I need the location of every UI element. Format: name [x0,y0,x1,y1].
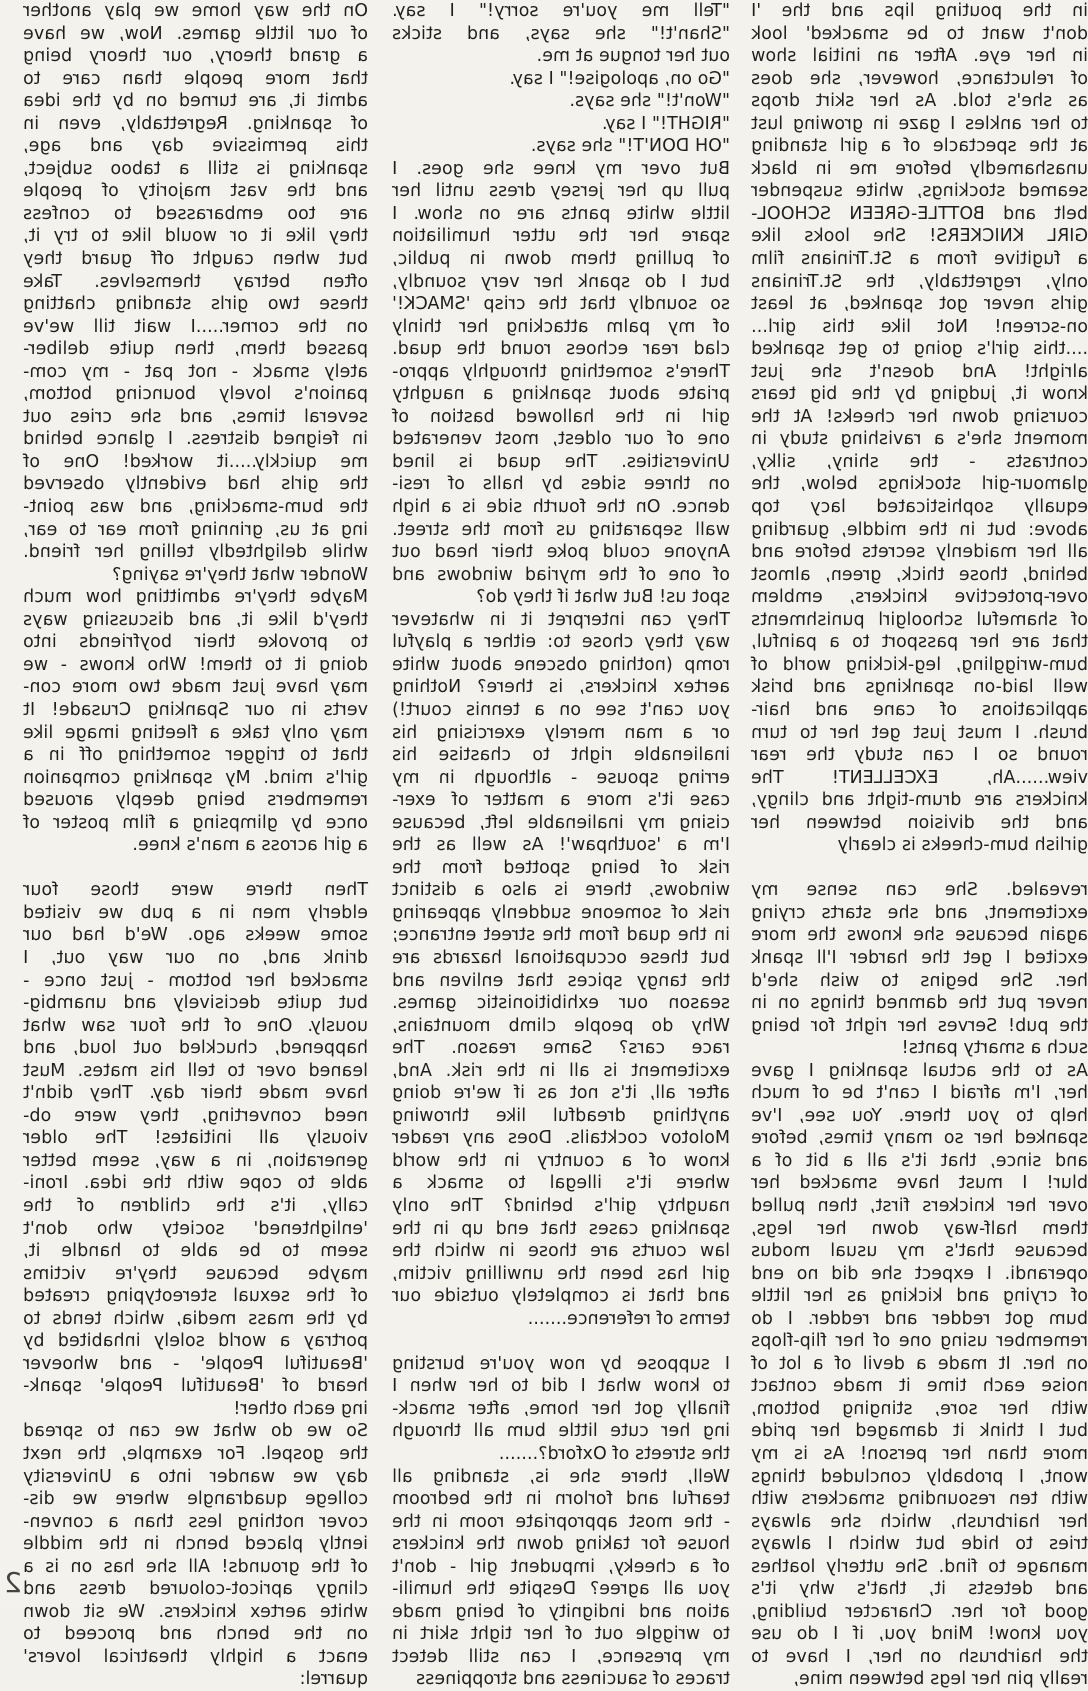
text-line: season our exhibitionistic games. [392,993,730,1014]
text-line: really pin her legs between mine, [793,1669,1088,1690]
text-line: me quickly.....it worked! One of [23,451,368,472]
text-line: all her maidenly secrets before and [751,542,1088,563]
text-line: of one of the myriad windows and [392,564,730,585]
text-line: once by glimpsing a film poster of [23,812,368,833]
text-line: may have just made two more con- [23,677,368,698]
text-line: often betray themselves. Take [23,271,368,292]
text-line: iently placed bench in the middle [23,1534,368,1555]
text-line: 'enlightened' society who don't [23,1218,368,1239]
text-line: they like it or would like to try it, [23,226,368,247]
page-number: 2 [4,1566,22,1599]
text-line: and the division between her [751,812,1088,833]
text-line: viously all initiates! The older [23,1128,368,1149]
text-line [392,1330,730,1353]
text-line: elderly men in a pub we visited [23,902,368,923]
text-line: Molotov cocktails. Does any reader [392,1128,730,1149]
text-line: so soundly that the crisp 'SMACK!' [392,294,730,315]
text-line: in her eye. After an initial show [751,46,1088,67]
text-line: 'Beautiful People' - and whoever [23,1353,368,1374]
text-line: On the way home we play another [23,1,368,21]
text-line: to provoke their boyfriends into [23,632,368,653]
text-line: you all agree? Despite the humili- [392,1579,730,1600]
text-line: anything dreadful like throwing [392,1105,730,1126]
text-line: enact a highly theatrical lovers' [23,1646,368,1667]
text-line: of spanking. Regrettably, even in [23,113,368,134]
text-line: admit it, are turned on by the idea [23,91,368,112]
text-line: case it's more a matter of exer- [392,790,730,811]
text-line: the bum-smacking, and was point- [23,497,368,518]
text-line: in the pouting lips and the 'I [751,1,1088,21]
text-line: because that's my usual modus [751,1241,1088,1262]
text-line: to her ankles I gaze in growing lust [751,113,1088,134]
text-line: noise each time it made contact [751,1376,1088,1397]
text-line: my presence, I can still detect [392,1646,730,1667]
text-line: tearful and forlorn in the bedroom [392,1489,730,1510]
text-line: doing it to them! Who knows - we [23,654,368,675]
text-line: seem to be able to handle it, [23,1241,368,1262]
text-line: wont, I probably concluded things [751,1466,1088,1487]
text-line: house for taking down the knickers [392,1534,730,1555]
text-line: law courts are those in which the [392,1241,730,1262]
text-line: "Won't!" she says. [569,91,730,112]
column-second [392,0,730,1691]
text-line: help to you there. You see, I've [751,1105,1088,1126]
text-line: naughty girl's behind? The only [392,1195,730,1216]
text-line: but I do spank her very soundly, [392,271,730,292]
text-line: in the quad from the street entrance; [392,925,730,946]
text-line: know it, judging by the big tears [751,384,1088,405]
text-line: maybe because they're victims [23,1263,368,1284]
text-line: clad rear echoes round the quad. [392,339,730,360]
text-line: So we do what we can to spread [23,1421,368,1442]
text-line: but when caught off guard they [23,249,368,270]
text-line: bum-wriggling, leg-kicking world of [751,654,1088,675]
text-line: excitement, and she starts crying [751,902,1088,923]
text-line [23,857,368,880]
text-line: inalienable right to chastise his [392,745,730,766]
text-line: alright! And doesn't she just [751,361,1088,382]
text-line: "OH DON'T!" she says. [530,136,730,157]
text-line: verts in our Spanking Crusade! It [23,699,368,720]
text-line: a girl across a man's knee. [132,835,368,856]
text-line: spanking cases that end up in the [392,1218,730,1239]
text-line: remembers being deeply aroused [23,790,368,811]
text-line: by the mass media, which tends to [23,1308,368,1329]
text-line: I'm a 'southpaw'! As well as the [392,835,730,856]
text-line: of the grounds! All she has on is a [23,1556,368,1577]
text-line: only, regrettably, the St.Trinians [751,271,1088,292]
text-line: of a cheeky, impudent girl - don't [392,1556,730,1577]
text-line: on her. It made a devil of a lot of [751,1353,1088,1374]
text-line: they'd like it, and discussing ways [23,609,368,630]
text-line: glamour-girl stockings below, the [751,474,1088,495]
text-line: such a smarty pants! [901,1038,1088,1059]
text-line: girl in the hallowed bastion of [392,406,730,427]
text-line: with ten resounding smackers with [751,1489,1088,1510]
text-line: risk of someone suddenly appearing [392,902,730,923]
text-line: day we wander into a University [23,1466,368,1487]
text-line: ing each other! [233,1398,368,1419]
text-line: cally, it's the children of the [23,1195,368,1216]
text-line: over-protective knickers, emblem [751,587,1088,608]
text-line [751,857,1088,880]
text-line: cising my inalienable left, because [392,812,730,833]
text-line: unashamedly before me in black [751,158,1088,179]
text-line: while delightedly telling her friend. [23,542,368,563]
text-line: where it's illegal to smack a [392,1173,730,1194]
text-line: little white pants are on show. I [392,203,730,224]
text-line: girl's mind. My spanking companion [23,767,368,788]
text-line: risk of being spotted from the [392,857,730,878]
text-line: over her knickers first, then pulled [751,1195,1088,1216]
text-line: to wriggle out of her tight skirt in [392,1624,730,1645]
text-line: several times, and she cries out [23,406,368,427]
text-line: a fugitive from a St.Trinians film [751,249,1088,270]
text-line: never put the damned things on in [751,993,1088,1014]
text-line: "Go on, apologise!" I say. [509,68,730,89]
text-line: but these occupational hazards are [392,947,730,968]
text-line: but I think it damaged her pride [751,1421,1088,1442]
text-line: ing at us, grinning from ear to ear, [23,519,368,540]
text-line: heard of 'Beautiful People' spank- [23,1376,368,1397]
text-line: on-screen! Not like this girl... [751,316,1088,337]
text-line: know of a country in the world [392,1150,730,1171]
text-line: contrasts - the shiny, silky, [751,451,1088,472]
text-line: ....this girl's going to get spanked [751,339,1088,360]
text-line: leaned over to tell his mates. Must [23,1060,368,1081]
text-line: of crying and kicking as her little [751,1286,1088,1307]
text-line: with her sore, stinging bottom, [751,1398,1088,1419]
text-line: applications of cane and hair- [751,699,1088,720]
text-line: of my palm attacking her thinly [392,316,730,337]
text-line: and that is completely outside our [392,1286,730,1307]
text-line: Anyone could poke their head out [392,542,730,563]
text-line: way they chose to: either a playful [392,632,730,653]
text-line: that are her passport to a painful, [751,632,1088,653]
text-line: excitement is all in the risk. And, [392,1060,730,1081]
text-line: you can't see on a tennis court!) [392,699,730,720]
text-line: of the sexual stereotyping created [23,1286,368,1307]
text-line: able to cope with the idea. Ironi- [23,1173,368,1194]
text-line: Universities. The quad is lined [392,451,730,472]
text-line: don't want to be smacked' look [751,23,1088,44]
text-line: on three sides by halls of resi- [392,474,730,495]
text-line: round so I can study the rear [751,745,1088,766]
text-line: again because she knows the more [751,925,1088,946]
text-line: the streets of Oxford?....... [498,1444,730,1464]
text-line: terms of reference....... [527,1308,730,1329]
text-line: in feigned distress. I glance behind [23,429,368,450]
text-line: race cars? Same reason. The [392,1038,730,1059]
text-line: one of our oldest, most venerated [392,429,730,450]
text-line: belt and BOTTLE-GREEN SCHOOL- [751,203,1088,224]
text-line: that more people than care to [23,68,368,89]
text-line: the girls had evidently observed [23,474,368,495]
text-line: to know what I did to her when I [392,1376,730,1397]
text-line: and detests it, that's why it's [751,1579,1088,1600]
text-line: "RIGHT!" I say. [601,113,730,134]
text-line: a grand theory, our theory being [23,46,368,67]
text-line: tries to hide but which I always [751,1534,1088,1555]
text-line: and the vast majority of people [23,181,368,202]
text-line: generation, in a way, seem better [23,1150,368,1171]
text-line: Why do people climb mountains, [392,1015,730,1036]
text-line: need converting, they were ob- [23,1105,368,1126]
text-line: at the spectacle of a girl standing [751,136,1088,157]
text-line: of our little games. Now, we have [23,23,368,44]
text-line: brush. I must just get her to turn [751,722,1088,743]
text-line: passed them, then quite deliber- [23,339,368,360]
text-line: But over my knee she goes. I [392,158,730,179]
text-line: manage to find. She utterly loathes [751,1556,1088,1577]
text-line: girls never got spanked, at least [751,294,1088,315]
text-line: "Tell me you're sorry!" I say. [392,1,730,21]
text-line: aertex knickers, is there? Nothing [392,677,730,698]
text-line: these two girls standing chatting [23,294,368,315]
text-line: spanking is still a taboo subject, [23,158,368,179]
text-line: may only take a fleeting image like [23,722,368,743]
text-line: of reluctance, however, she does [751,68,1088,89]
text-line: seamed stockings, white suspender [751,181,1088,202]
text-line: pull up her jersey dress until her [392,181,730,202]
text-line: some weeks ago. We'd had our [23,925,368,946]
text-line: her. She begins to wish she'd [751,970,1088,991]
text-line: white aertex knickers. We sit down [23,1601,368,1622]
text-line: well laid-on spankings and brisk [751,677,1088,698]
column-third [23,0,368,1691]
text-line: windows, there is also a distinct [392,880,730,901]
text-line: They can interpret it in whatever [392,609,730,630]
text-line: girl has been the unwilling victim, [392,1263,730,1284]
text-line: portray a world solely inhabited by [23,1331,368,1352]
text-line: on the bench and proceed to [23,1624,368,1645]
text-line: smacked her bottom - just once - [23,970,368,991]
text-line: happened, chuckled out loud, and [23,1038,368,1059]
text-line: out her tongue at me. [536,46,730,67]
text-line: above: but in the middle, guarding [751,519,1088,540]
text-line: on the corner.....I wait till we've [23,316,368,337]
text-line: her hairbrush, which she always [751,1511,1088,1532]
text-line: Maybe they're admitting how much [23,587,368,608]
text-line: view......Ah, EXCELLENT! The [751,767,1088,788]
text-line: operandi. I expect she did no end [751,1263,1088,1284]
text-line: finally got her home, after smack- [392,1398,730,1419]
text-line: romp (nothing obscene about white [392,654,730,675]
text-line: wall separating us from the street. [392,519,730,540]
text-line: dence. On the fourth side is a high [392,497,730,518]
text-line: have made their day. They didn't [23,1083,368,1104]
text-line: erring spouse - although in my [392,767,730,788]
text-line: coursing down her cheeks! At the [751,406,1088,427]
text-line: ately smack - not pat - my com- [23,361,368,382]
text-line: clingy apricot-coloured dress and [23,1579,368,1600]
text-line: blur! I must have smacked her [751,1173,1088,1194]
text-line: are too embarassed to confess [23,203,368,224]
text-line: ing her cute little bum all through [392,1421,730,1442]
text-line: spare her the utter humiliation [392,226,730,247]
text-line: equally sophisticated lacy top [751,497,1088,518]
text-line: or a man merely exercising his [392,722,730,743]
text-line: the tangy spices that enliven and [392,970,730,991]
text-line: this permissive day and age, [23,136,368,157]
text-line: of pulling them down in public, [392,249,730,270]
text-line: the hairbrush on her, I have to [751,1646,1088,1667]
text-line: spanked her so many times, before [751,1128,1088,1149]
text-line: drink and, on our way out, I [23,947,368,968]
text-line: panion's lovely bouncing bottom, [23,384,368,405]
text-line: spot us! But what if they do? [476,587,730,608]
text-line: that to trigger something off in a [23,745,368,766]
text-line: cover nothing less than a conven- [23,1511,368,1532]
text-line: but quite decisively and unambig- [23,993,368,1014]
text-line: Wonder what they're saying? [112,564,368,585]
text-line: college quadrangle where we dis- [23,1489,368,1510]
text-line: the pub! Serves her right for being [751,1015,1088,1036]
text-line: traces of sauciness and stroppiness [415,1669,730,1690]
text-line: girlish bum-cheeks is clearly [837,835,1088,856]
text-line: ation and indignity of being made [392,1601,730,1622]
text-line: priate about spanking a naughty [392,384,730,405]
text-line: remember using one of her flip-flops [751,1331,1088,1352]
text-line: Then there were those four [23,880,368,901]
text-line: - the most appropriate room in the [392,1511,730,1532]
text-line: Well, there she is, standing all [392,1466,730,1487]
text-line: There's something throughly appro- [392,361,730,382]
text-line: of shameful schoolgirl punishments [751,609,1088,630]
text-line: bum got redder and redder. I do [751,1308,1088,1329]
column-first [751,0,1088,1691]
text-line: "Shan't!" she says, and sticks [392,23,730,44]
text-line: and since, that it's all a bit of a [751,1150,1088,1171]
text-line: revealed. She can sense my [751,880,1088,901]
text-line: behind, those thick, green, almost [751,564,1088,585]
text-line: excited I get the harder I'll spank [751,947,1088,968]
text-line: after all, it's not as if we're doing [392,1083,730,1104]
text-line: uously. One of the four saw what [23,1015,368,1036]
text-line: them half-way down her legs, [751,1218,1088,1239]
text-line: her, I'm afraid I can't be of much [751,1083,1088,1104]
text-line: as she's told. As her skirt drops [751,91,1088,112]
text-line: quarrel: [299,1669,368,1690]
text-line: As to the actual spanking I gave [751,1060,1088,1081]
text-line: I suppose by now you're bursting [392,1353,730,1374]
text-line: the gospel. For example, the next [23,1444,368,1464]
text-line: GIRL KNICKERS! She looks like [751,226,1088,247]
text-line: moment she's a ravishing study in [751,429,1088,450]
text-line: good for her. Character building, [751,1601,1088,1622]
text-line: knickers are drum-tight and clingy, [751,790,1088,811]
text-line: more than her person! As is my [751,1444,1088,1464]
text-line: you know! Mind you, if I do use [751,1624,1088,1645]
